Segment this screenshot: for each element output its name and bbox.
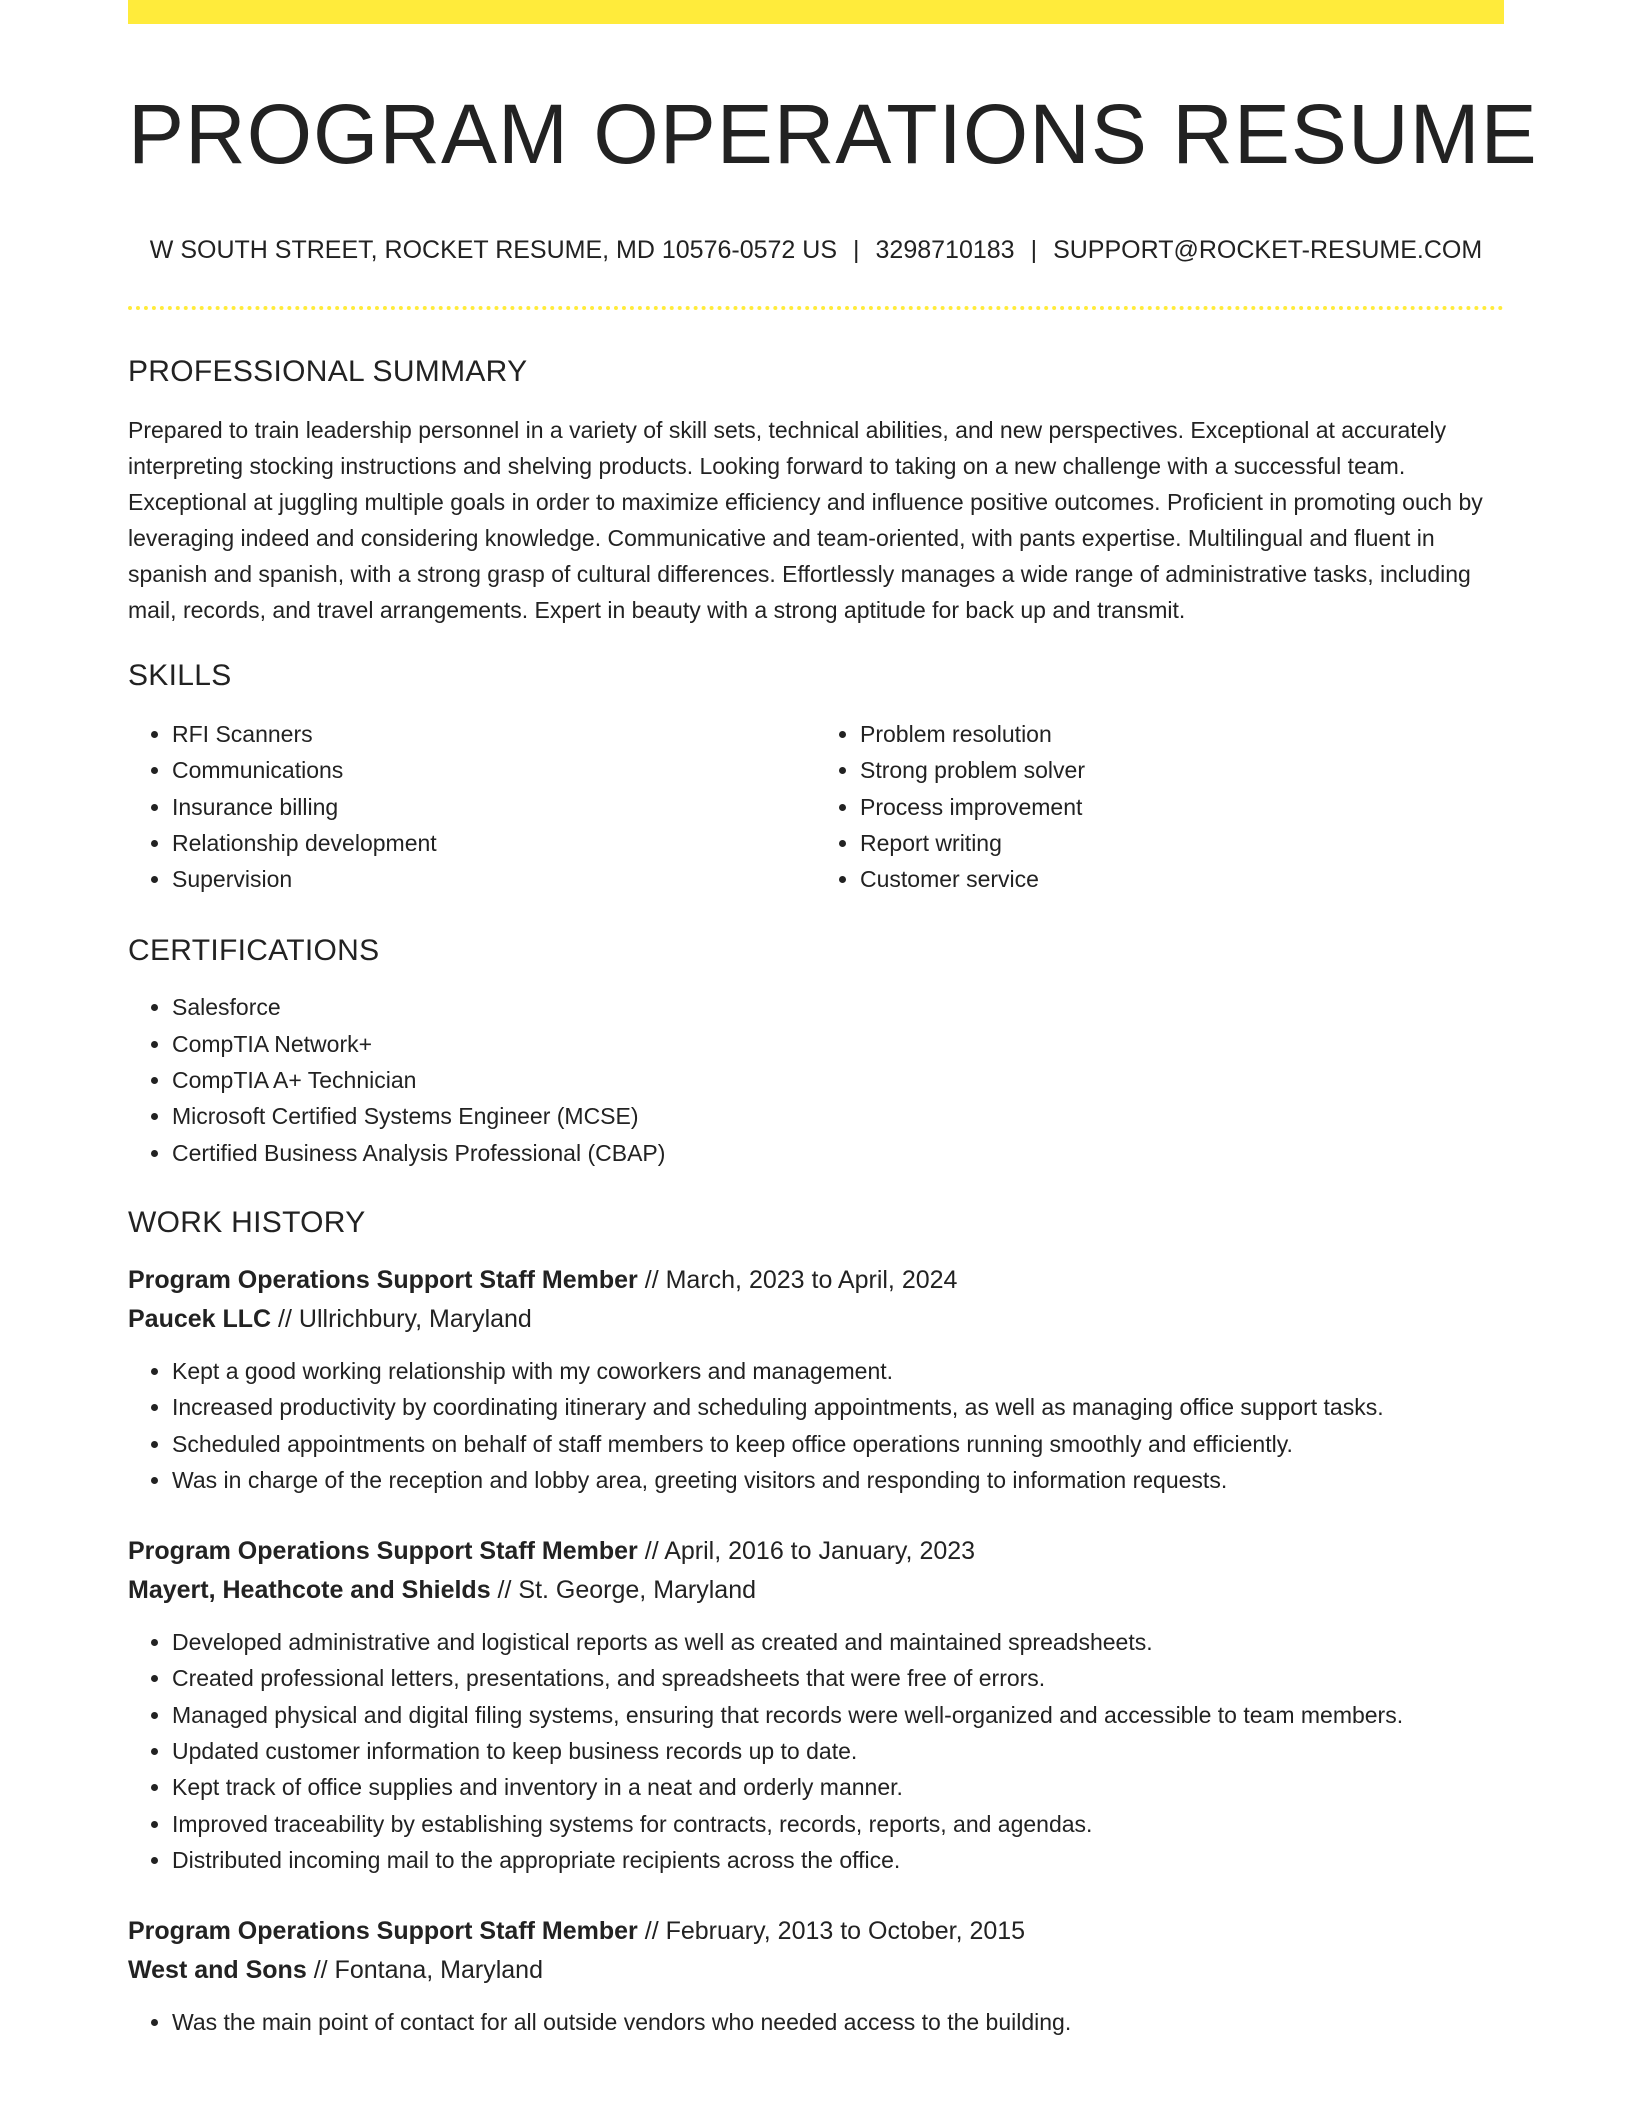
job-company-line xyxy=(128,1571,1504,1610)
job-company: Paucek LLC xyxy=(128,1304,272,1333)
contact-separator: | xyxy=(853,236,860,264)
skill-item: • RFI Scanners xyxy=(172,716,816,752)
job-bullet: • Kept track of office supplies and inventory in a neat and orderly manner. xyxy=(172,1769,1504,1805)
job-bullet: • Distributed incoming mail to the appropriate recipients across the office. xyxy=(172,1842,1504,1878)
skills-list xyxy=(128,716,1504,897)
accent-top-bar xyxy=(128,0,1504,24)
job-location: Fontana, Maryland xyxy=(334,1956,543,1985)
skills-column-right xyxy=(816,716,1504,897)
job-dates: April, 2016 to January, 2023 xyxy=(664,1537,976,1566)
certification-item: • Microsoft Certified Systems Engineer (MCSE) xyxy=(172,1098,1504,1134)
job-entry xyxy=(128,1912,1504,2040)
skill-item: • Strong problem solver xyxy=(860,752,1504,788)
job-bullet: • Created professional letters, presentations, and spreadsheets that were free of errors. xyxy=(172,1660,1504,1696)
job-location: Ullrichbury, Maryland xyxy=(298,1304,532,1333)
job-company-line xyxy=(128,1951,1504,1990)
job-bullet: • Developed administrative and logistical reports as well as created and maintained spreadsheets. xyxy=(172,1624,1504,1660)
job-dates: February, 2013 to October, 2015 xyxy=(665,1917,1026,1946)
certification-item: • Salesforce xyxy=(172,989,1504,1025)
certifications-heading: CERTIFICATIONS xyxy=(128,934,380,968)
job-bullet: • Managed physical and digital filing systems, ensuring that records were well-organized and accessible to team members. xyxy=(172,1697,1504,1733)
contact-email: SUPPORT@ROCKET-RESUME.COM xyxy=(1053,236,1483,264)
job-entry xyxy=(128,1532,1504,1878)
job-title: Program Operations Support Staff Member xyxy=(128,1537,638,1566)
job-bullet: • Scheduled appointments on behalf of staff members to keep office operations running smoothly and efficiently. xyxy=(172,1426,1504,1462)
date-separator: // xyxy=(306,1956,335,1985)
date-separator: // xyxy=(637,1917,666,1946)
job-title-line xyxy=(128,1532,1504,1571)
skill-item: • Customer service xyxy=(860,861,1504,897)
contact-line xyxy=(128,234,1504,266)
date-separator: // xyxy=(637,1537,665,1566)
job-title-line xyxy=(128,1261,1504,1300)
work-history-heading: WORK HISTORY xyxy=(128,1205,366,1239)
skill-item: • Report writing xyxy=(860,825,1504,861)
job-bullet: • Was the main point of contact for all outside vendors who needed access to the building. xyxy=(172,2004,1504,2040)
job-company-line xyxy=(128,1300,1504,1339)
date-separator: // xyxy=(637,1265,666,1294)
job-bullets xyxy=(128,1353,1504,1498)
job-title-line xyxy=(128,1912,1504,1951)
skills-heading: SKILLS xyxy=(128,659,232,692)
certification-item: • CompTIA Network+ xyxy=(172,1026,1504,1062)
certification-item: • CompTIA A+ Technician xyxy=(172,1062,1504,1098)
summary-text: Prepared to train leadership personnel in a variety of skill sets, technical abilities, and new perspectives. Exceptional at accurately interpreting stocking instructions and shelving products. Looking forward to taking on a new challenge with a successful team. Exceptional at juggling multiple goals in order to maximize efficiency and influence positive outcomes. Proficient in promoting ouch by leveraging indeed and considering knowledge. Communicative and team-oriented, with pants expertise. Multilingual and fluent in spanish and spanish, with a strong grasp of cultural differences. Effortlessly manages a wide range of administrative tasks, including mail, records, and travel arrangements. Expert in beauty with a strong aptitude for back up and transmit. xyxy=(128,417,1483,623)
skill-item: • Supervision xyxy=(172,861,816,897)
job-company: Mayert, Heathcote and Shields xyxy=(128,1576,491,1605)
job-bullets xyxy=(128,1624,1504,1878)
job-bullet: • Increased productivity by coordinating itinerary and scheduling appointments, as well as managing office support tasks. xyxy=(172,1389,1504,1425)
job-location: St. George, Maryland xyxy=(518,1576,757,1605)
skill-item: • Problem resolution xyxy=(860,716,1504,752)
skill-item: • Insurance billing xyxy=(172,789,816,825)
job-bullet: • Kept a good working relationship with my coworkers and management. xyxy=(172,1353,1504,1389)
certification-item: • Certified Business Analysis Professional (CBAP) xyxy=(172,1135,1504,1171)
skill-item: • Process improvement xyxy=(860,789,1504,825)
job-title: Program Operations Support Staff Member xyxy=(128,1265,638,1294)
summary-heading: PROFESSIONAL SUMMARY xyxy=(128,355,528,388)
contact-address: W SOUTH STREET, ROCKET RESUME, MD 10576-0572 US xyxy=(149,236,838,264)
job-title: Program Operations Support Staff Member xyxy=(128,1917,638,1946)
job-bullet: • Updated customer information to keep business records up to date. xyxy=(172,1733,1504,1769)
skill-item: • Relationship development xyxy=(172,825,816,861)
certifications-list xyxy=(128,989,1504,1170)
job-bullet: • Improved traceability by establishing systems for contracts, records, reports, and agendas. xyxy=(172,1806,1504,1842)
job-company: West and Sons xyxy=(128,1956,307,1985)
dotted-divider xyxy=(128,306,1504,310)
date-separator: // xyxy=(271,1304,299,1333)
skill-item: • Communications xyxy=(172,752,816,788)
skills-column-left xyxy=(128,716,816,897)
date-separator: // xyxy=(490,1576,519,1605)
job-dates: March, 2023 to April, 2024 xyxy=(665,1265,958,1294)
contact-phone: 3298710183 xyxy=(875,236,1015,264)
job-bullet: • Was in charge of the reception and lobby area, greeting visitors and responding to information requests. xyxy=(172,1462,1504,1498)
job-bullets xyxy=(128,2004,1504,2040)
job-entry xyxy=(128,1261,1504,1498)
contact-separator: | xyxy=(1030,236,1038,264)
resume-page xyxy=(128,0,1538,2041)
resume-title: PROGRAM OPERATIONS RESUME xyxy=(128,87,1538,181)
